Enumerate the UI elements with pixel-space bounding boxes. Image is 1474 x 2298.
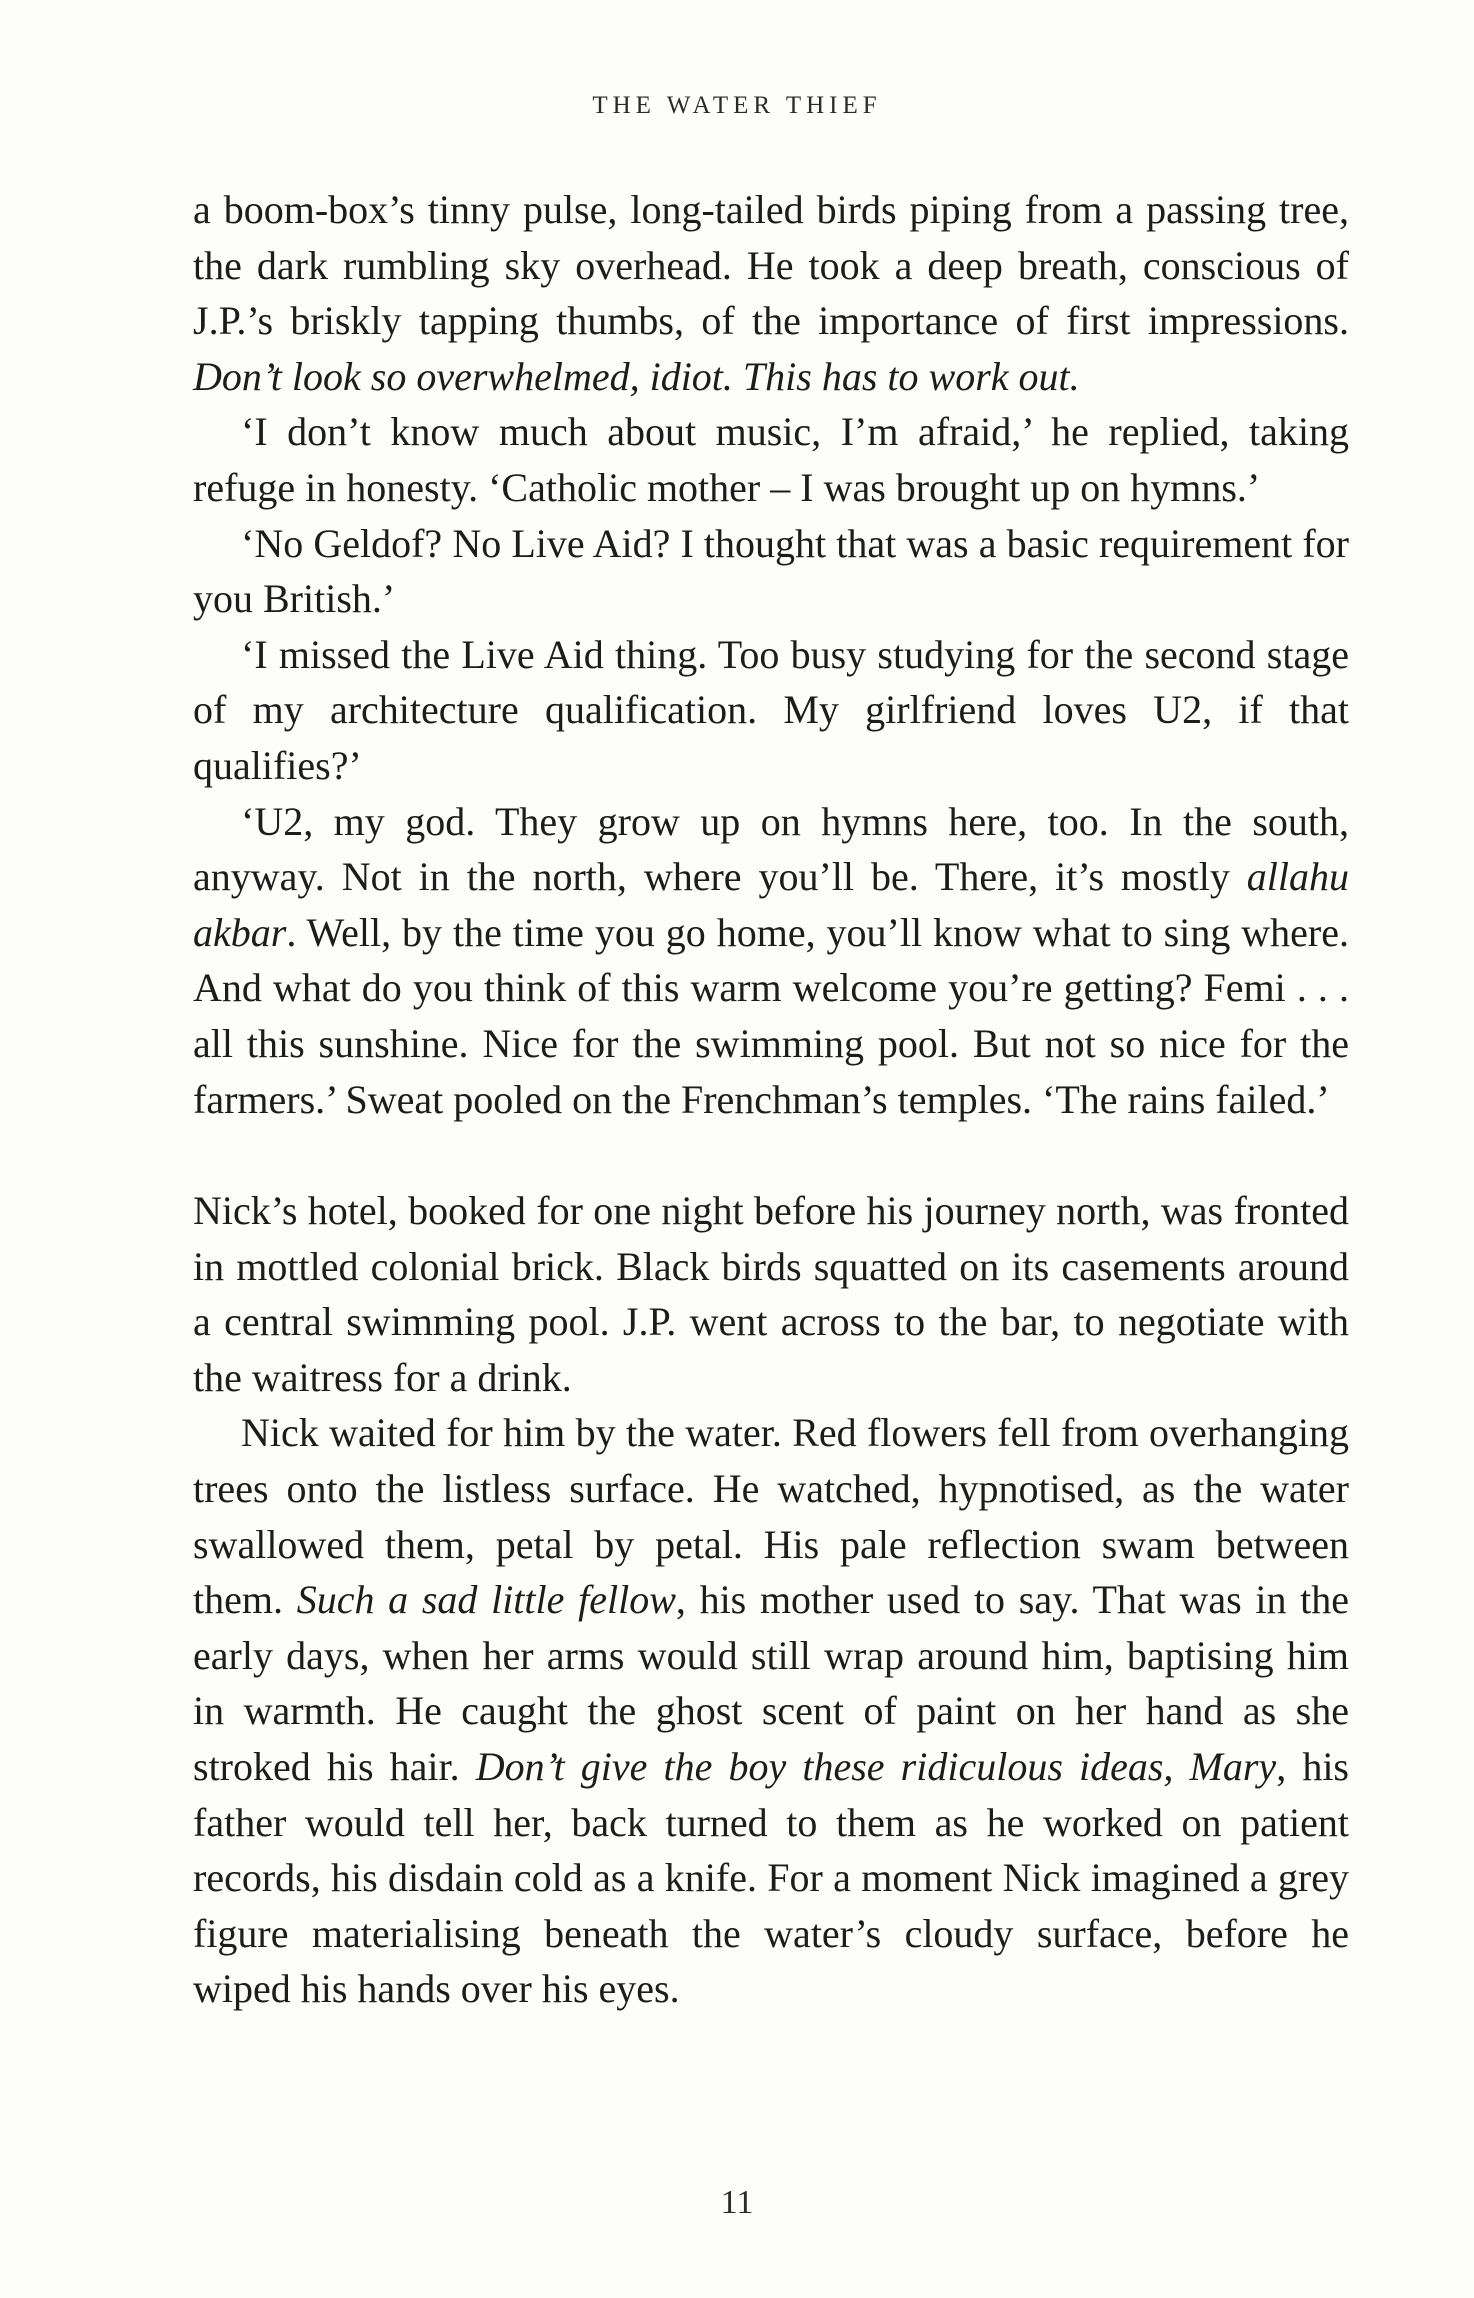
text-run: ‘I don’t know much about music, I’m afraid,’ he replied, taking refuge in honesty. ‘Catholic mother – I was brought up on hymns.’ (193, 409, 1349, 510)
text-run: ‘No Geldof? No Live Aid? I thought that was a basic requirement for you British.’ (193, 520, 1349, 622)
paragraph (193, 1183, 1349, 1405)
body-text (193, 182, 1349, 2017)
paragraph (193, 516, 1349, 627)
text-run: Nick waited for him by the water. Red flowers fell from overhanging trees onto the listless surface. He watched, hypnotised, as the water swallowed them, petal by petal. His pale reflection swam between them. (193, 1410, 1349, 1623)
text-run: , his mother used to say. That was in the early days, when her arms would still wrap around him, baptising him in warmth. He caught the ghost scent of paint on her hand as she stroked his hair. (193, 1577, 1350, 1790)
italic-text: Such a sad little fellow (296, 1577, 676, 1623)
running-head: THE WATER THIEF (592, 92, 882, 119)
italic-text: allahu akbar (193, 854, 1349, 955)
text-run: a boom-box’s tinny pulse, long-tailed birds piping from a passing tree, the dark rumbling sky overhead. He took a deep breath, conscious of J.P.’s briskly tapping thumbs, of the importance of first impressions. (193, 187, 1349, 344)
paragraph (193, 627, 1349, 794)
text-run: . Well, by the time you go home, you’ll know what to sing where. And what do you think of this warm welcome you’re getting? Femi . . . all this sunshine. Nice for the swimming pool. But not so nice for the farmers.’ Sweat pooled on the Frenchman’s temples. ‘The rains failed.’ (193, 909, 1349, 1122)
text-run: Nick’s hotel, booked for one night before his journey north, was fronted in mottled colonial brick. Black birds squatted on its casements around a central swimming pool. J.P. went across to the bar, to negotiate with the waitress for a drink. (193, 1188, 1349, 1400)
paragraph (193, 1405, 1349, 2017)
paragraph (193, 404, 1349, 515)
text-run: , his father would tell her, back turned to them as he worked on patient records, his disdain cold as a knife. For a moment Nick imagined a grey figure materialising beneath the water’s cloudy surface, before he wiped his hands over his eyes. (193, 1744, 1349, 2012)
text-run: ‘I missed the Live Aid thing. Too busy studying for the second stage of my architecture qualification. My girlfriend loves U2, if that qualifies?’ (193, 631, 1349, 788)
italic-text: Don’t give the boy these ridiculous ideas, Mary (475, 1744, 1277, 1790)
page-number: 11 (720, 2184, 754, 2221)
paragraph (193, 182, 1349, 404)
italic-text: Don’t look so overwhelmed, idiot. This has to work out. (193, 353, 1080, 399)
paragraph (193, 794, 1349, 1128)
text-run: ‘U2, my god. They grow up on hymns here, too. In the south, anyway. Not in the north, where you’ll be. There, it’s mostly (193, 798, 1349, 900)
